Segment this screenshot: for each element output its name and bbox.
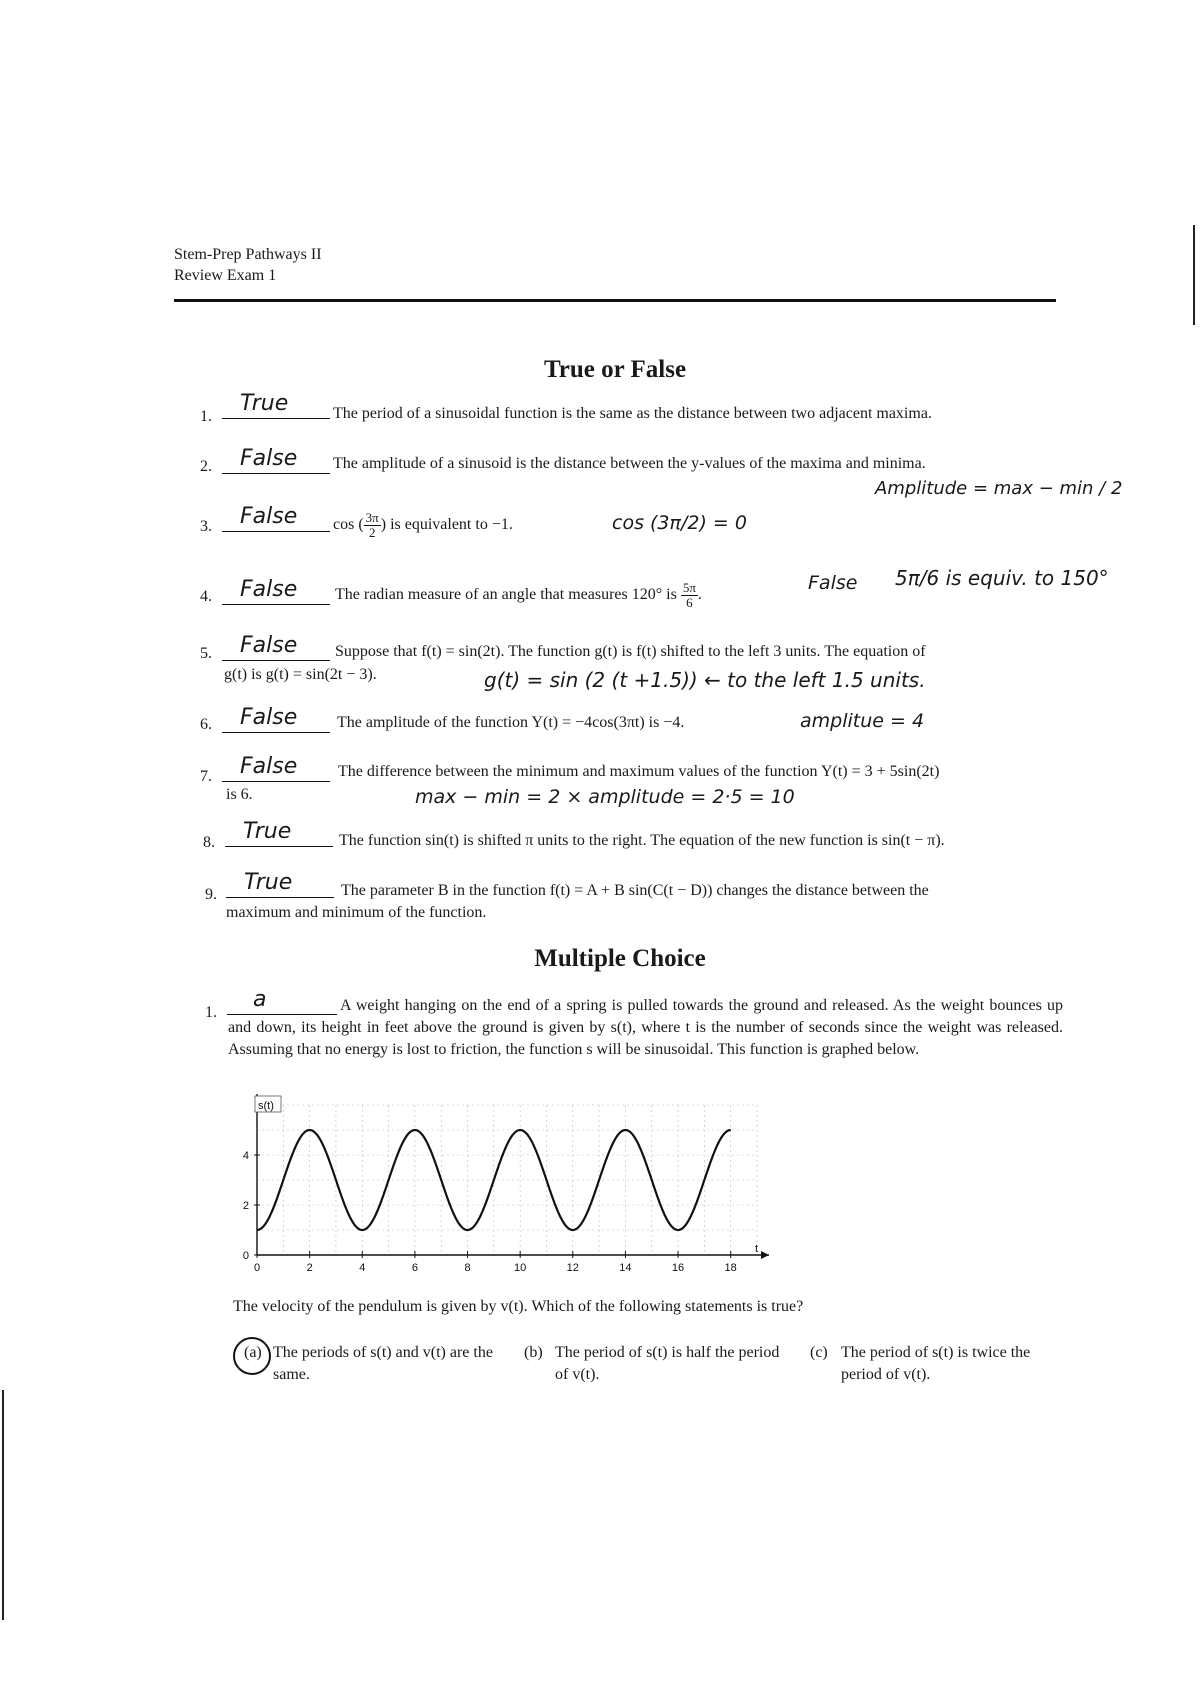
scan-edge-right — [1193, 225, 1195, 325]
tf-statement-5: Suppose that f(t) = sin(2t). The function g(t) is f(t) shifted to the left 3 units. The equation of — [335, 643, 926, 660]
option-b-label[interactable]: (b) — [524, 1344, 543, 1361]
chart-grid — [257, 1105, 757, 1255]
tf-statement-3: cos ( $\frac{3\pi}{2}$ ) is equivalent to −1. — [333, 509, 513, 540]
exam-title: Review Exam 1 — [174, 267, 277, 284]
y-tick-label: 4 — [242, 1150, 249, 1162]
scan-edge-left — [2, 1390, 4, 1620]
tf-number-6: 6. — [200, 716, 212, 733]
x-tick-label: 10 — [514, 1262, 527, 1274]
tf-statement-2: The amplitude of a sinusoid is the distance between the y-values of the maxima and minima. — [333, 455, 926, 472]
header-rule — [174, 299, 1056, 302]
tf-number-9: 9. — [205, 886, 217, 903]
tf-note-5: g(t) = sin (2 (t +1.5)) ← to the left 1.5 units. — [484, 668, 926, 692]
section-true-false-title: True or False — [543, 356, 687, 383]
x-tick-label: 14 — [619, 1262, 632, 1274]
tf-answer-5: False — [240, 633, 298, 658]
tf-statement-4: The radian measure of an angle that measures 120° is $\frac{5\pi}{6}$ . — [335, 579, 702, 610]
tf-statement-6: The amplitude of the function Y(t) = −4cos(3πt) is −4. — [337, 714, 685, 731]
x-axis-label: t — [755, 1243, 759, 1255]
tf-answer-6: False — [240, 705, 298, 730]
tf-answer-blank-4[interactable] — [222, 578, 330, 605]
tf-answer-blank-5[interactable] — [222, 634, 330, 661]
tf-statement-7: The difference between the minimum and maximum values of the function Y(t) = 3 + 5sin(2t) — [338, 763, 940, 780]
option-a-label[interactable]: (a) — [244, 1344, 262, 1361]
x-tick-label: 4 — [359, 1262, 366, 1274]
y-tick-label: 2 — [242, 1200, 249, 1212]
tf-answer-7: False — [240, 754, 298, 779]
option-a-text[interactable]: The periods of s(t) and v(t) are the same. — [273, 1344, 493, 1383]
tf-statement-5-line2: g(t) is g(t) = sin(2t − 3). — [224, 666, 377, 683]
x-tick-label: 8 — [464, 1262, 471, 1274]
tf-note-2: Amplitude = max − min / 2 — [875, 478, 1123, 499]
tf-answer-blank-8[interactable] — [225, 820, 333, 847]
sinusoid-chart — [225, 1090, 785, 1285]
tf-number-1: 1. — [200, 408, 212, 425]
tf-statement-8: The function sin(t) is shifted π units to the right. The equation of the new function is sin(t − π). — [339, 832, 945, 849]
tf-statement-1: The period of a sinusoidal function is the same as the distance between two adjacent maxima. — [333, 405, 932, 422]
mc-answer-1: a — [253, 987, 267, 1012]
mc-question-1-text: A weight hanging on the end of a spring is pulled towards the ground and released. As the weight bounces up and down, its height in feet above the ground is given by s(t), where t is the number of seconds since the weight was released. Assuming that no energy is lost to friction, the function s will be sinusoidal. This function is graphed below. — [228, 997, 1063, 1058]
tf-number-3: 3. — [200, 518, 212, 535]
y-tick-label: 0 — [242, 1250, 249, 1262]
tf-answer-1: True — [240, 391, 289, 416]
tf-note-4b: 5π/6 is equiv. to 150° — [895, 566, 1109, 590]
x-tick-label: 0 — [253, 1262, 261, 1274]
tf-note-3: cos (3π/2) = 0 — [612, 512, 747, 534]
tf-note-4a: False — [808, 572, 858, 594]
y-axis-label: s(t) — [258, 1100, 274, 1112]
tf-number-2: 2. — [200, 458, 212, 475]
tf-statement-7-line2: is 6. — [226, 786, 253, 803]
option-b-text[interactable]: The period of s(t) is half the period of v(t). — [555, 1344, 780, 1383]
tf-answer-9: True — [244, 870, 293, 895]
tf-answer-2: False — [240, 446, 298, 471]
x-axis-arrow — [761, 1251, 769, 1259]
tf-answer-8: True — [243, 819, 292, 844]
tf-answer-3: False — [240, 504, 298, 529]
tf-answer-blank-1[interactable] — [222, 392, 330, 419]
mc-number-1: 1. — [205, 1004, 217, 1021]
tf-statement-3-cos: cos — [333, 516, 355, 533]
tf-note-6: amplitue = 4 — [800, 710, 925, 732]
x-tick-label: 12 — [566, 1262, 579, 1274]
tf-statement-3-fraction: $\frac{3\pi}{2}$ — [365, 509, 379, 540]
tf-statement-9-line2: maximum and minimum of the function. — [226, 904, 487, 921]
option-c-label[interactable]: (c) — [810, 1344, 828, 1361]
tf-number-7: 7. — [200, 768, 212, 785]
tf-answer-4: False — [240, 577, 298, 602]
tf-answer-blank-3[interactable] — [222, 505, 330, 532]
x-tick-label: 16 — [671, 1262, 685, 1274]
tf-statement-9: The parameter B in the function f(t) = A + B sin(C(t − D)) changes the distance between the — [341, 882, 929, 899]
mc-question-1-prompt: The velocity of the pendulum is given by v(t). Which of the following statements is true? — [233, 1298, 804, 1315]
course-title: Stem-Prep Pathways II — [174, 246, 322, 263]
tf-note-7: max − min = 2 × amplitude = 2·5 = 10 — [415, 786, 795, 808]
option-c-text[interactable]: The period of s(t) is twice the period of v(t). — [841, 1344, 1031, 1383]
tf-answer-blank-9[interactable] — [226, 871, 334, 898]
tf-statement-4-fraction: $\frac{5\pi}{6}$ — [682, 579, 696, 610]
tf-statement-3-rest: is equivalent to −1. — [390, 516, 513, 533]
tf-answer-blank-2[interactable] — [222, 447, 330, 474]
tf-number-4: 4. — [200, 588, 212, 605]
tf-number-5: 5. — [200, 645, 212, 662]
x-tick-label: 6 — [411, 1262, 418, 1274]
tf-number-8: 8. — [203, 834, 215, 851]
tf-answer-blank-6[interactable] — [222, 706, 330, 733]
x-tick-label: 18 — [724, 1262, 737, 1274]
x-tick-label: 2 — [306, 1262, 313, 1274]
section-multiple-choice-title: Multiple Choice — [534, 945, 706, 972]
tf-answer-blank-7[interactable] — [222, 755, 330, 782]
